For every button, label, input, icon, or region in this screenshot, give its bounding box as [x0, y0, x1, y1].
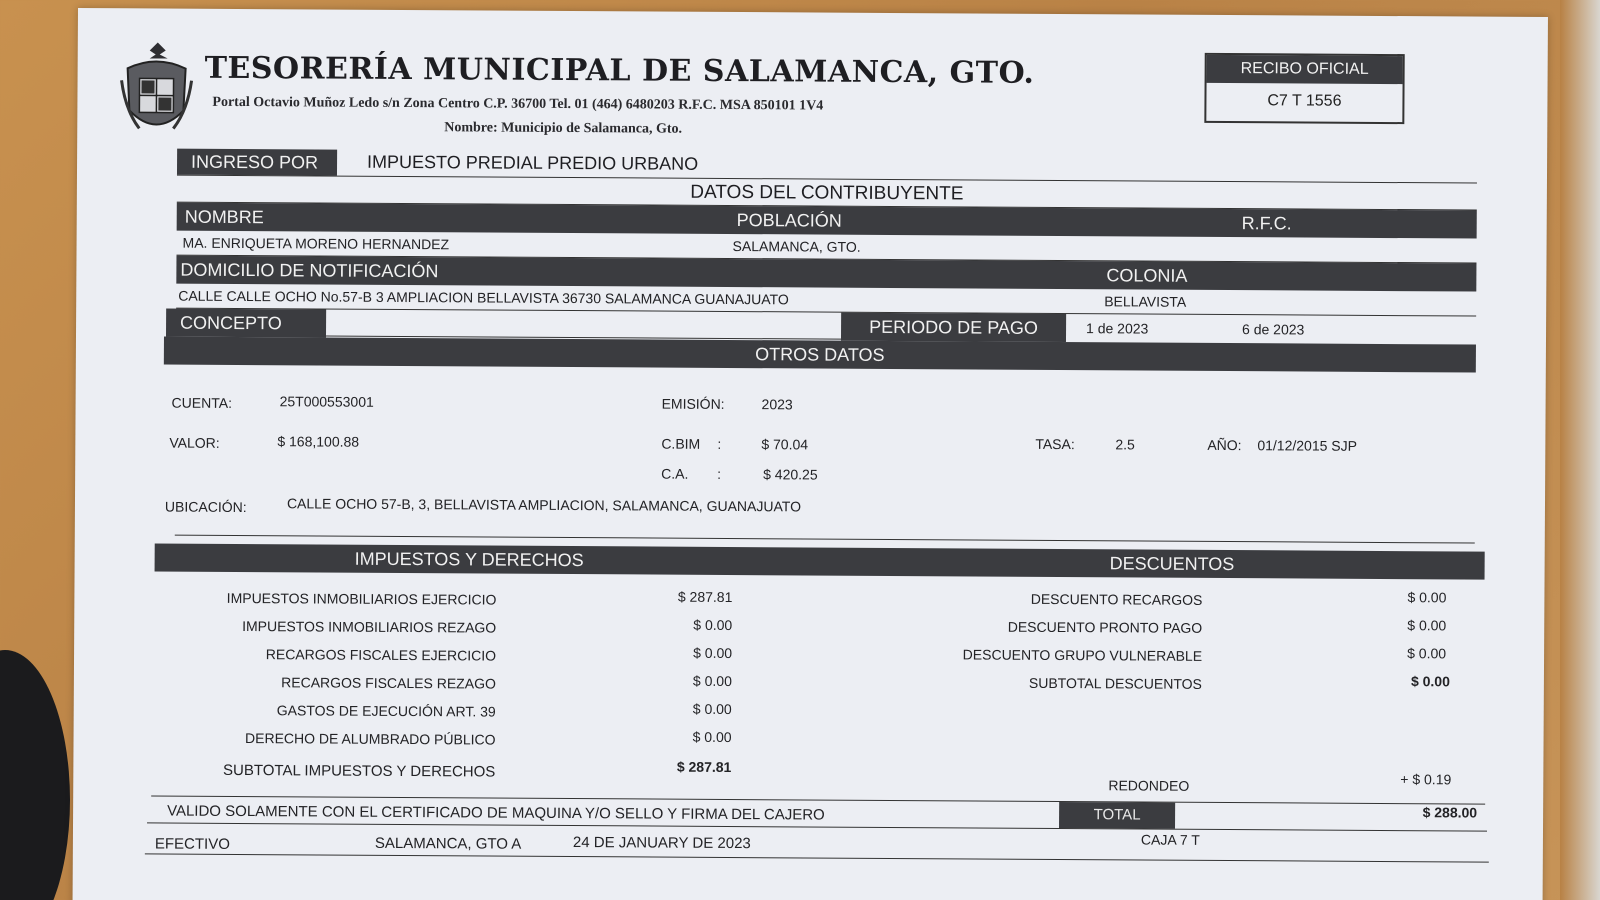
desk-object	[0, 650, 70, 900]
payment-method: EFECTIVO	[154, 835, 230, 853]
impuestos-descuentos-block	[151, 571, 1486, 804]
issuer-title: TESORERÍA MUNICIPAL DE SALAMANCA, GTO.	[204, 50, 1035, 91]
ano-label: AÑO:	[1207, 436, 1242, 454]
domicilio-value: CALLE CALLE OCHO No.57-B 3 AMPLIACION BELLAVISTA 36730 SALAMANCA GUANAJUATO	[178, 287, 789, 308]
otros-title: OTROS DATOS	[755, 344, 885, 365]
descuento-label: DESCUENTO GRUPO VULNERABLE	[962, 646, 1203, 664]
descuentos-subtotal: $ 0.00	[1410, 673, 1450, 690]
tasa-value: 2.5	[1115, 436, 1135, 453]
impuestos-subtotal-row	[151, 753, 731, 787]
cuenta-label: CUENTA:	[171, 394, 233, 411]
impuesto-label: GASTOS DE EJECUCIÓN ART. 39	[276, 702, 496, 720]
ca-label: C.A.	[661, 465, 689, 482]
colonia-value: BELLAVISTA	[1104, 293, 1187, 310]
ca-separator: :	[717, 465, 722, 482]
colonia-label: COLONIA	[1106, 265, 1188, 286]
impuesto-row	[152, 669, 732, 701]
nombre-label: NOMBRE	[184, 206, 264, 228]
ubicacion-label: UBICACIÓN:	[164, 498, 247, 516]
caja-label: CAJA 7 T	[1140, 831, 1200, 848]
periodo-label: PERIODO DE PAGO	[841, 313, 1066, 342]
impuesto-row	[152, 641, 732, 673]
impuesto-amount: $ 0.00	[692, 700, 732, 718]
impuestos-list	[151, 585, 732, 787]
concepto-value-field	[326, 310, 841, 340]
descuento-amount: $ 0.00	[1407, 589, 1447, 606]
otros-datos-block	[164, 365, 1476, 544]
poblacion-value: SALAMANCA, GTO.	[732, 238, 861, 255]
impuesto-amount: $ 0.00	[693, 644, 733, 662]
nombre-value: MA. ENRIQUETA MORENO HERNANDEZ	[182, 234, 450, 253]
descuento-label: DESCUENTO RECARGOS	[1030, 590, 1203, 608]
impuesto-row	[152, 585, 732, 617]
descuento-row	[912, 614, 1452, 645]
poblacion-label: POBLACIÓN	[736, 210, 842, 231]
impuesto-amount: $ 0.00	[692, 728, 732, 746]
ingreso-label: INGRESO POR	[177, 149, 337, 176]
issuer-name: Nombre: Municipio de Salamanca, Gto.	[444, 120, 683, 137]
receipt-paper	[73, 8, 1548, 900]
ca-value: $ 420.25	[763, 466, 818, 483]
receipt-header	[94, 30, 1495, 149]
impuestos-title: IMPUESTOS Y DERECHOS	[354, 548, 584, 571]
receipt-number: C7 T 1556	[1267, 92, 1342, 110]
valor-label: VALOR:	[169, 434, 220, 451]
impuesto-label: DERECHO DE ALUMBRADO PÚBLICO	[244, 730, 496, 748]
descuentos-title: DESCUENTOS	[1109, 553, 1235, 575]
domicilio-label: DOMICILIO DE NOTIFICACIÓN	[180, 259, 439, 282]
municipal-seal-icon	[119, 40, 194, 140]
validity-text: VALIDO SOLAMENTE CON EL CERTIFICADO DE MAQUINA Y/O SELLO Y FIRMA DEL CAJERO	[167, 802, 825, 824]
contribuyente-title: DATOS DEL CONTRIBUYENTE	[690, 181, 964, 205]
impuesto-row	[152, 697, 732, 729]
impuesto-row	[151, 725, 731, 757]
redondeo-row	[911, 772, 1451, 803]
impuesto-label: RECARGOS FISCALES REZAGO	[281, 674, 496, 692]
descuento-amount: $ 0.00	[1407, 645, 1447, 662]
periodo-fin: 6 de 2023	[1242, 321, 1305, 338]
impuesto-amount: $ 0.00	[692, 672, 732, 690]
cbim-separator: :	[717, 435, 722, 452]
total-value: $ 288.00	[1422, 804, 1478, 821]
ano-value: 01/12/2015 SJP	[1257, 437, 1358, 454]
impuesto-label: RECARGOS FISCALES EJERCICIO	[265, 646, 497, 664]
cbim-value: $ 70.04	[761, 436, 809, 453]
cbim-label: C.BIM	[661, 435, 701, 452]
tasa-label: TASA:	[1035, 435, 1075, 453]
descuentos-subtotal-label: SUBTOTAL DESCUENTOS	[1028, 674, 1202, 692]
redondeo-label: REDONDEO	[1108, 777, 1190, 794]
emision-value: 2023	[761, 396, 793, 413]
emision-label: EMISIÓN:	[661, 395, 725, 412]
descuentos-list	[911, 586, 1452, 803]
total-label: TOTAL	[1059, 802, 1175, 829]
receipt-form	[154, 149, 1478, 863]
impuesto-amount: $ 287.81	[677, 588, 733, 606]
desk-edge	[1560, 0, 1600, 900]
descuento-label: DESCUENTO PRONTO PAGO	[1007, 618, 1203, 636]
payment-date: 24 DE JANUARY DE 2023	[572, 834, 751, 853]
redondeo-value: + $ 0.19	[1400, 771, 1452, 788]
impuestos-subtotal: $ 287.81	[676, 758, 732, 776]
impuesto-row	[152, 613, 732, 645]
spacer	[911, 698, 1451, 775]
descuentos-subtotal-row	[912, 670, 1452, 701]
impuesto-label: IMPUESTOS INMOBILIARIOS EJERCICIO	[226, 589, 497, 608]
periodo-inicio: 1 de 2023	[1086, 320, 1149, 337]
descuento-row	[912, 642, 1452, 673]
valor-value: $ 168,100.88	[277, 433, 360, 450]
descuento-row	[912, 586, 1452, 617]
rfc-label: R.F.C.	[1241, 213, 1292, 234]
impuestos-subtotal-label: SUBTOTAL IMPUESTOS Y DERECHOS	[222, 761, 496, 781]
ubicacion-value: CALLE OCHO 57-B, 3, BELLAVISTA AMPLIACION, SALAMANCA, GUANAJUATO	[286, 495, 802, 515]
concepto-label: CONCEPTO	[166, 309, 326, 338]
payment-place: SALAMANCA, GTO A	[374, 834, 522, 853]
impuesto-label: IMPUESTOS INMOBILIARIOS REZAGO	[242, 618, 497, 636]
impuesto-amount: $ 0.00	[693, 616, 733, 634]
issuer-address: Portal Octavio Muñoz Ledo s/n Zona Centro C.P. 36700 Tel. 01 (464) 6480203 R.F.C. MSA 850101 1V4	[212, 94, 824, 114]
cuenta-value: 25T000553001	[279, 393, 374, 410]
ingreso-value: IMPUESTO PREDIAL PREDIO URBANO	[367, 151, 699, 174]
descuento-amount: $ 0.00	[1407, 617, 1447, 634]
receipt-label: RECIBO OFICIAL	[1207, 55, 1403, 84]
receipt-box	[1204, 53, 1404, 124]
